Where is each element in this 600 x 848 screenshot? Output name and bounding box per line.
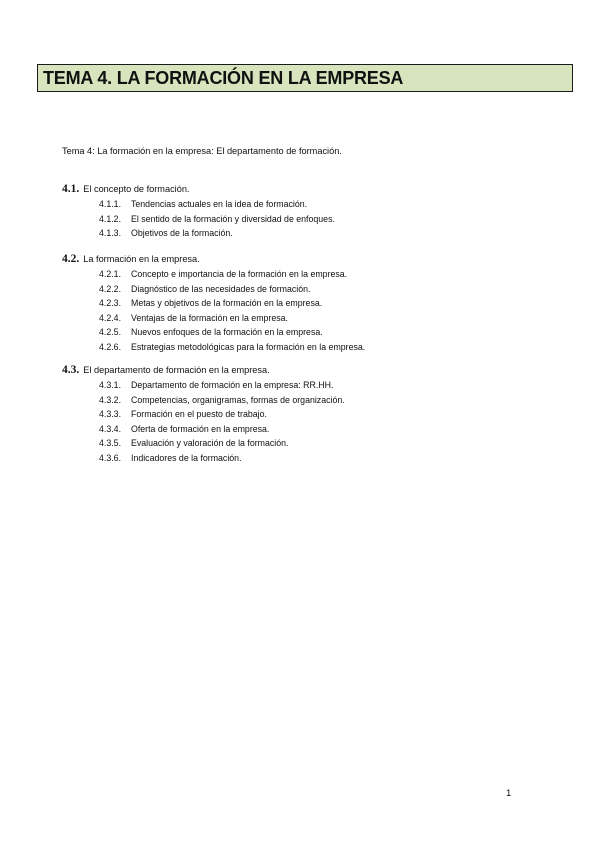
item-number: 4.2.1. [99, 269, 122, 279]
page-number: 1 [506, 788, 512, 799]
item-text: Formación en el puesto de trabajo. [131, 409, 267, 419]
list-item [62, 395, 345, 410]
item-text: El sentido de la formación y diversidad de enfoques. [131, 213, 335, 224]
list-item [62, 269, 365, 284]
item-number: 4.2.2. [99, 283, 122, 294]
item-text: Concepto e importancia de la formación en la empresa. [131, 269, 348, 279]
list-item [62, 424, 345, 439]
section-heading [62, 253, 365, 269]
item-number: 4.3.3. [99, 409, 122, 419]
item-text: Nuevos enfoques de la formación en la empresa. [131, 327, 323, 337]
item-text: Departamento de formación en la empresa: RR.HH. [131, 380, 334, 390]
item-text: Diagnóstico de las necesidades de formación. [131, 283, 311, 294]
list-item [62, 228, 335, 243]
section-heading [62, 364, 345, 380]
item-text: Metas y objetivos de la formación en la empresa. [131, 298, 323, 308]
item-text: Tendencias actuales en la idea de formación. [131, 199, 308, 209]
list-item [62, 313, 365, 328]
section-heading [62, 183, 335, 199]
item-text: Ventajas de la formación en la empresa. [131, 312, 288, 323]
list-item [62, 380, 345, 395]
list-item [62, 284, 365, 299]
item-number: 4.2.4. [99, 312, 122, 323]
section-number: 4.1. [62, 183, 80, 195]
section-title: El concepto de formación. [83, 184, 190, 194]
item-number: 4.3.6. [99, 452, 122, 463]
item-number: 4.3.4. [99, 423, 122, 434]
item-text: Estrategias metodológicas para la formación en la empresa. [131, 341, 366, 352]
item-text: Oferta de formación en la empresa. [131, 423, 270, 434]
item-text: Objetivos de la formación. [131, 228, 233, 238]
item-number: 4.1.2. [99, 213, 122, 224]
page-title: TEMA 4. LA FORMACIÓN EN LA EMPRESA [43, 67, 404, 88]
item-number: 4.1.1. [99, 199, 122, 209]
section-4-2 [62, 253, 365, 356]
item-number: 4.2.5. [99, 327, 122, 337]
item-text: Evaluación y valoración de la formación. [131, 438, 289, 448]
item-number: 4.3.1. [99, 380, 122, 390]
list-item [62, 214, 335, 229]
list-item [62, 409, 345, 424]
list-item [62, 199, 335, 214]
list-item [62, 453, 345, 468]
item-text: Competencias, organigramas, formas de organización. [131, 394, 345, 405]
section-4-1 [62, 183, 335, 243]
item-number: 4.2.6. [99, 341, 122, 352]
section-title: El departamento de formación en la empresa. [83, 365, 270, 375]
item-text: Indicadores de la formación. [131, 452, 242, 463]
section-number: 4.2. [62, 253, 80, 265]
item-number: 4.3.2. [99, 394, 122, 405]
intro-line: Tema 4: La formación en la empresa: El departamento de formación. [62, 146, 342, 156]
item-number: 4.1.3. [99, 228, 122, 238]
list-item [62, 298, 365, 313]
list-item [62, 327, 365, 342]
item-number: 4.2.3. [99, 298, 122, 308]
section-4-3 [62, 364, 345, 467]
list-item [62, 438, 345, 453]
item-number: 4.3.5. [99, 438, 122, 448]
page-title-box [37, 64, 573, 92]
section-title: La formación en la empresa. [83, 254, 200, 264]
section-number: 4.3. [62, 364, 80, 376]
list-item [62, 342, 365, 357]
